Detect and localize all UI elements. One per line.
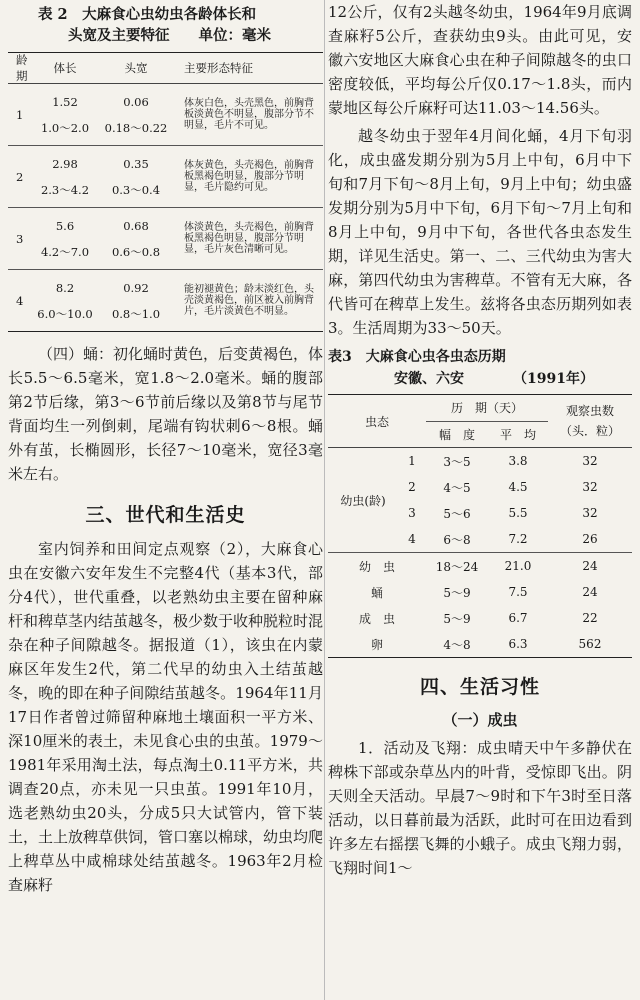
range-cell: 4～8	[443, 637, 471, 652]
right-column	[328, 0, 632, 880]
features-cell: 体灰白色，头壳黑色，前胸背板淡黄色不明显，腹部分节不明显，毛片不可见。	[184, 98, 314, 131]
stage-cell: 蛹	[370, 585, 383, 600]
header-range: 幅 度	[438, 428, 475, 442]
mean-cell: 7.2	[508, 532, 528, 546]
width-mean: 0.06	[123, 94, 149, 109]
header-duration-group	[426, 395, 548, 447]
width-range: 0.8～1.0	[111, 306, 161, 321]
adult-activity-paragraph: 1．活动及飞翔：成虫晴天中午多静伏在稗株下部或杂草丛内的叶背，受惊即飞出。阴天则全天活动。早晨7～9时和下午3时至日落活动，以日暮前最为活跃，此时可在田边看到许多左右摇摆飞舞的小蛾子。成虫飞翔力弱，飞翔时间1～	[328, 739, 632, 877]
count-cell: 32	[582, 480, 598, 494]
header-instar: 龄期	[16, 53, 28, 83]
features-cell: 体淡黄色，头壳褐色，前胸背板黑褐色明显，腹部分节明显，毛片灰色清晰可见。	[184, 222, 314, 255]
range-cell: 18～24	[435, 559, 479, 574]
length-range: 1.0～2.0	[40, 120, 90, 135]
count-cell: 562	[578, 637, 602, 651]
header-mean: 平 均	[499, 428, 536, 442]
length-mean: 2.98	[52, 156, 78, 171]
range-cell: 5～9	[443, 585, 471, 600]
table3-header	[328, 395, 632, 448]
mean-cell: 3.8	[508, 454, 528, 468]
width-cell	[96, 151, 176, 203]
mean-cell: 4.5	[508, 480, 528, 494]
header-count-group	[548, 395, 632, 447]
range-cell: 4～5	[443, 480, 471, 495]
table-row	[328, 631, 632, 657]
table3-caption-line2: 安徽、六安 （1991年）	[394, 371, 594, 387]
table-row	[398, 526, 632, 552]
instar-cell: 3	[408, 506, 416, 520]
header-count-unit: （头．粒）	[559, 424, 620, 438]
table-row	[398, 474, 632, 500]
table2-caption	[8, 4, 323, 46]
instar-cell: 4	[16, 293, 24, 308]
header-width: 头宽	[124, 61, 148, 75]
header-duration: 历 期（天）	[426, 395, 548, 422]
stage-cell: 幼 虫	[358, 559, 395, 574]
table-row	[328, 553, 632, 579]
overwinter-paragraph: 12公斤，仅有2头越冬幼虫，1964年9月底调查麻籽5公斤，查获幼虫9头。由此可见，安徽六安地区大麻食心虫在种子间隙越冬的虫口密度较低，平均每公斤仅0.17～1.8头，而内蒙地区每公斤麻籽可达11.03～14.56头。	[328, 3, 632, 117]
emergence-paragraph: 越冬幼虫于翌年4月间化蛹，4月下旬羽化，成虫盛发期分别为5月上中旬，6月中下旬和7月下旬～8月上旬，9月上中旬；幼虫盛发期分别为5月中下旬，6月下旬～7月上旬和8月上中旬，9月中下旬，各世代各虫态发生期，详见生活史。第一、二、三代幼虫为害大麻，第四代幼虫为害稗草。不管有无大麻，各代皆可在稗草上发生。兹将各虫态历期列如表3。生活周期为33～50天。	[328, 127, 632, 337]
header-stage: 虫态	[364, 414, 389, 429]
range-cell: 5～9	[443, 611, 471, 626]
width-cell	[96, 89, 176, 141]
count-cell: 24	[582, 585, 598, 599]
length-range: 6.0～10.0	[37, 306, 93, 321]
table3-caption-line1: 表3 大麻食心虫各虫态历期	[328, 349, 506, 365]
instar-cell: 2	[16, 169, 24, 184]
length-cell	[34, 151, 96, 203]
length-range: 4.2～7.0	[40, 244, 90, 259]
width-cell	[96, 213, 176, 265]
life-cycle-paragraph: 室内饲养和田间定点观察（2），大麻食心虫在安徽六安年发生不完整4代（基本3代，部分4代），世代重叠，以老熟幼虫主要在留种麻杆和稗草茎内结茧越冬，极少数于收种脱粒时混杂在种子间隙越冬。据报道（1），该虫在内蒙麻区年发生2代，第二代早的幼虫入土结茧越冬，晚的即在种子间隙结茧越冬。1964年11月17日作者曾过筛留种麻地土壤面积一平方米、深10厘米的表土，未见食心虫的虫茧。1979～1981年采用淘土法，每点淘土0.11平方米，共调查20点，亦未见一只虫茧。1991年10月，选老熟幼虫20头，分成5只大试管内，管下装土，土上放稗草供饲，管口塞以棉球，幼虫均爬上稗草丛中咸棉球处结茧越冬。1963年2月检查麻籽	[8, 540, 324, 894]
header-length: 体长	[53, 61, 77, 75]
larva-rows	[398, 448, 632, 552]
section-heading-3: 三、世代和生活史	[85, 504, 246, 526]
table-row	[8, 270, 323, 331]
mean-cell: 6.7	[508, 611, 528, 625]
instar-cell: 2	[408, 480, 416, 494]
width-range: 0.6～0.8	[111, 244, 161, 259]
mean-cell: 21.0	[504, 559, 532, 573]
length-mean: 5.6	[55, 218, 75, 233]
width-mean: 0.35	[123, 156, 149, 171]
larva-instar-group	[328, 448, 632, 553]
instar-cell: 1	[16, 107, 24, 122]
length-cell	[34, 275, 96, 327]
table3	[328, 394, 632, 658]
subsection-heading-adult: （一）成虫	[442, 711, 518, 729]
length-range: 2.3～4.2	[40, 182, 90, 197]
table3-caption	[328, 346, 632, 390]
table-row	[8, 84, 323, 146]
table2-header	[8, 53, 323, 84]
instar-cell: 1	[408, 454, 416, 468]
width-mean: 0.68	[123, 218, 149, 233]
count-cell: 26	[582, 532, 598, 546]
table2	[8, 52, 323, 332]
instar-cell: 3	[16, 231, 24, 246]
count-cell: 24	[582, 559, 598, 573]
table-row	[8, 146, 323, 208]
features-cell: 体灰黄色，头壳褐色，前胸背板黑褐色明显，腹部分节明显，毛片隐约可见。	[184, 160, 314, 193]
table-row	[328, 579, 632, 605]
header-count: 观察虫数	[565, 404, 614, 418]
table-row	[398, 500, 632, 526]
features-cell: 能初褪黄色；龄末淡红色，头壳淡黄褐色，前区被入前胸背片，毛片淡黄色不明显。	[184, 284, 314, 317]
mean-cell: 6.3	[508, 637, 528, 651]
table-row	[398, 448, 632, 474]
table2-caption-line1: 表 2 大麻食心虫幼虫各龄体长和	[38, 6, 257, 23]
stage-cell: 成 虫	[358, 611, 395, 626]
range-cell: 6～8	[443, 532, 471, 547]
count-cell: 22	[582, 611, 598, 625]
header-duration-sub	[426, 422, 548, 448]
mean-cell: 7.5	[508, 585, 528, 599]
instar-cell: 4	[408, 532, 416, 546]
range-cell: 3～5	[443, 454, 471, 469]
stage-cell: 卵	[370, 637, 383, 652]
mean-cell: 5.5	[508, 506, 528, 520]
width-mean: 0.92	[123, 280, 149, 295]
length-mean: 1.52	[52, 94, 78, 109]
column-divider	[324, 0, 325, 1000]
width-cell	[96, 275, 176, 327]
width-range: 0.3～0.4	[111, 182, 161, 197]
count-cell: 32	[582, 506, 598, 520]
left-column	[8, 0, 323, 897]
larva-label: 幼虫(龄)	[340, 493, 386, 508]
range-cell: 5～6	[443, 506, 471, 521]
table-row	[328, 605, 632, 631]
section-heading-4: 四、生活习性	[419, 676, 540, 698]
length-cell	[34, 89, 96, 141]
length-mean: 8.2	[55, 280, 75, 295]
width-range: 0.18～0.22	[104, 120, 168, 135]
header-features: 主要形态特征	[184, 60, 253, 75]
table-row	[8, 208, 323, 270]
length-cell	[34, 213, 96, 265]
table2-caption-line2: 头宽及主要特征 单位：毫米	[68, 27, 271, 44]
count-cell: 32	[582, 454, 598, 468]
pupa-paragraph: （四）蛹：初化蛹时黄色，后变黄褐色，体长5.5～6.5毫米，宽1.8～2.0毫米。蛹的腹部第2节后缘，第3～6节前后缘以及第8节与尾节背面均生一列倒刺，尾端有钩状刺6～8根。蛹外有茧，长椭圆形，长径7～10毫米，宽径3毫米左右。	[8, 345, 324, 483]
